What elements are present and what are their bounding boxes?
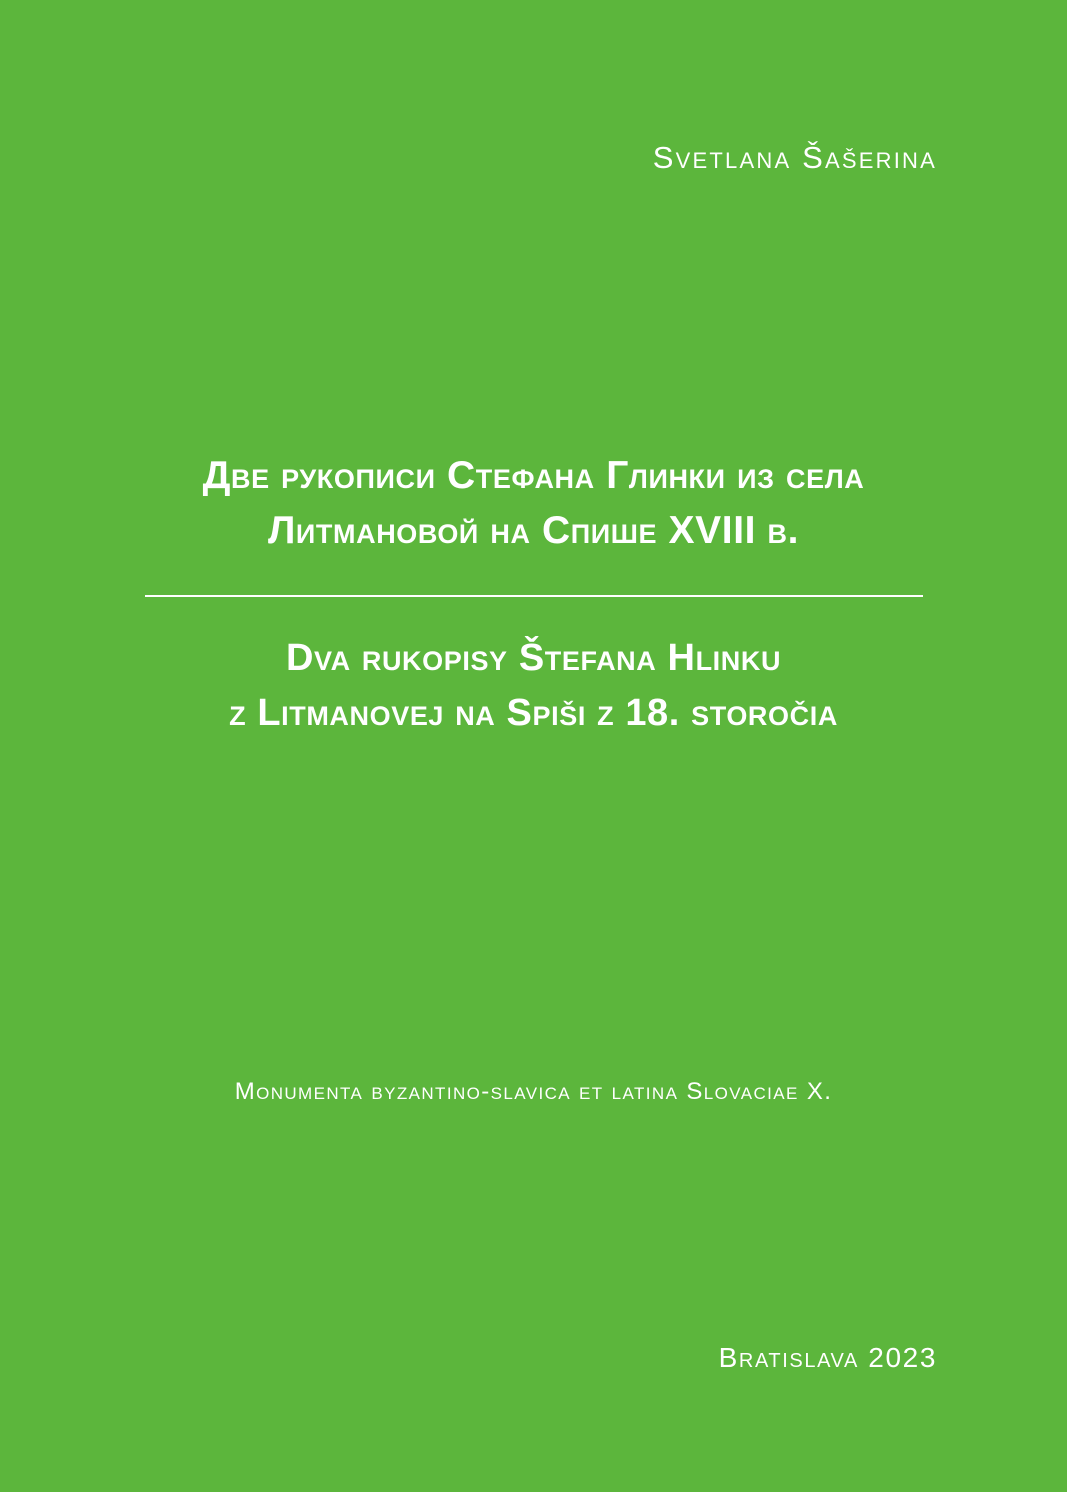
series-title: Monumenta byzantino-slavica et latina Slovaciae X. (234, 1078, 833, 1105)
title-slovak-line-2: z Litmanovej na Spiši z 18. storočia (229, 691, 838, 734)
title-russian-line-1: Две рукописи Стефана Глинки из села (202, 454, 865, 497)
title-divider (145, 595, 923, 597)
author-name: Svetlana Šašerina (652, 140, 937, 175)
title-slovak (0, 631, 1067, 741)
place-and-year: Bratislava 2023 (718, 1342, 937, 1373)
title-block (0, 448, 1067, 741)
title-russian-line-2: Литмановой на Спише XVIII в. (267, 509, 800, 553)
title-slovak-line-1: Dva rukopisy Štefana Hlinku (285, 636, 782, 679)
title-russian (0, 448, 1067, 559)
